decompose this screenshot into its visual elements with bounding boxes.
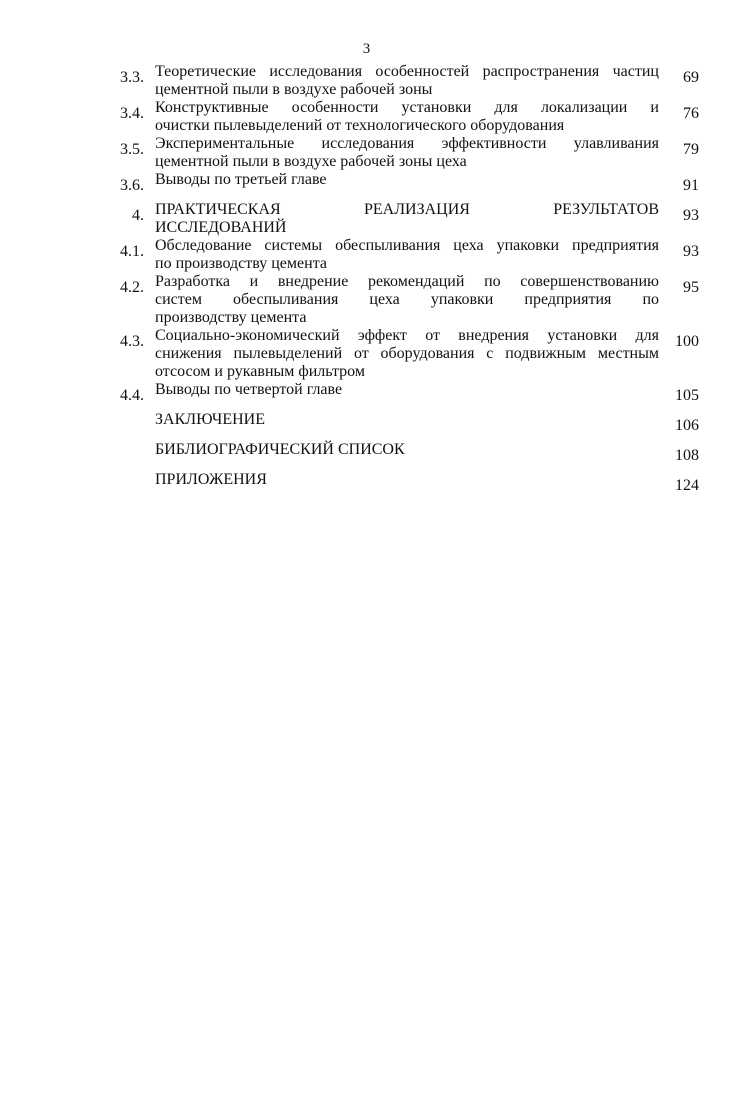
toc-entry-page: 69 [683,69,699,86]
toc-entry-page: 93 [683,207,699,224]
toc-entry-title-line: Выводы по третьей главе [155,171,327,188]
toc-entry-title-line: систем обеспыливания цеха упаковки предприятия по [155,291,659,308]
toc-entry-number: 3.5. [120,141,144,158]
toc-entry-4-1 [98,237,699,273]
toc-entry-number: 4.1. [120,243,144,260]
toc-entry-title-line: Конструктивные особенности установки для локализации и [155,99,659,116]
toc-entry-page: 124 [675,477,699,494]
toc-entry-title-line: БИБЛИОГРАФИЧЕСКИЙ СПИСОК [155,441,405,458]
toc-entry-number: 4.3. [120,333,144,350]
toc-entry-title-line: снижения пылевыделений от оборудования с подвижным местным [155,345,659,362]
toc-entry-title-line: Обследование системы обеспыливания цеха упаковки предприятия [155,237,659,254]
toc-entry-title-line: Экспериментальные исследования эффективности улавливания [155,135,659,152]
toc-entry-title-line: отсосом и рукавным фильтром [155,363,365,380]
toc-entry-number: 4.4. [120,387,144,404]
toc-entry-title-line: Выводы по четвертой главе [155,381,343,398]
toc-entry-title-line: ПРИЛОЖЕНИЯ [155,471,267,488]
toc-entry-3-6 [98,171,699,201]
toc-entry-title-line: очистки пылевыделений от технологического оборудования [155,117,565,134]
toc-entry-page: 108 [675,447,699,464]
toc-entry-page: 93 [683,243,699,260]
toc-entry-number: 3.6. [120,177,144,194]
toc-entry-title-line: Теоретические исследования особенностей распространения частиц [155,63,659,80]
toc-entry-page: 95 [683,279,699,296]
toc-entry-3-5 [98,135,699,171]
toc-entry-title-line: по производству цемента [155,255,327,272]
toc-entry-title-line: ПРАКТИЧЕСКАЯ РЕАЛИЗАЦИЯ РЕЗУЛЬТАТОВ [155,201,659,218]
toc-entry-page: 76 [683,105,699,122]
toc-entry-title-line: Разработка и внедрение рекомендаций по совершенствованию [155,273,659,290]
toc-entry-4-3 [98,327,699,381]
toc-entry-4-2 [98,273,699,327]
toc-entry-3-4 [98,99,699,135]
toc-entry-title-line: цементной пыли в воздухе рабочей зоны [155,81,433,98]
toc-entry-page: 79 [683,141,699,158]
toc-entry-page: 91 [683,177,699,194]
toc-entry-page: 105 [675,387,699,404]
toc-entry-number: 3.4. [120,105,144,122]
toc-entry-number: 4. [132,207,144,224]
table-of-contents [98,63,699,501]
toc-entry-title-line: ЗАКЛЮЧЕНИЕ [155,411,265,428]
toc-entry-conclusion [98,411,699,441]
toc-entry-number: 4.2. [120,279,144,296]
toc-entry-bibliography [98,441,699,471]
toc-entry-page: 106 [675,417,699,434]
page-number: 3 [362,41,371,57]
toc-entry-4-4 [98,381,699,411]
toc-entry-4 [98,201,699,237]
toc-entry-number: 3.3. [120,69,144,86]
toc-entry-page: 100 [675,333,699,350]
toc-entry-appendices [98,471,699,501]
toc-entry-title-line: Социально-экономический эффект от внедрения установки для [155,327,659,344]
toc-entry-title-line: ИССЛЕДОВАНИЙ [155,219,287,236]
toc-entry-3-3 [98,63,699,99]
toc-entry-title-line: цементной пыли в воздухе рабочей зоны цеха [155,153,467,170]
toc-entry-title-line: производству цемента [155,309,307,326]
